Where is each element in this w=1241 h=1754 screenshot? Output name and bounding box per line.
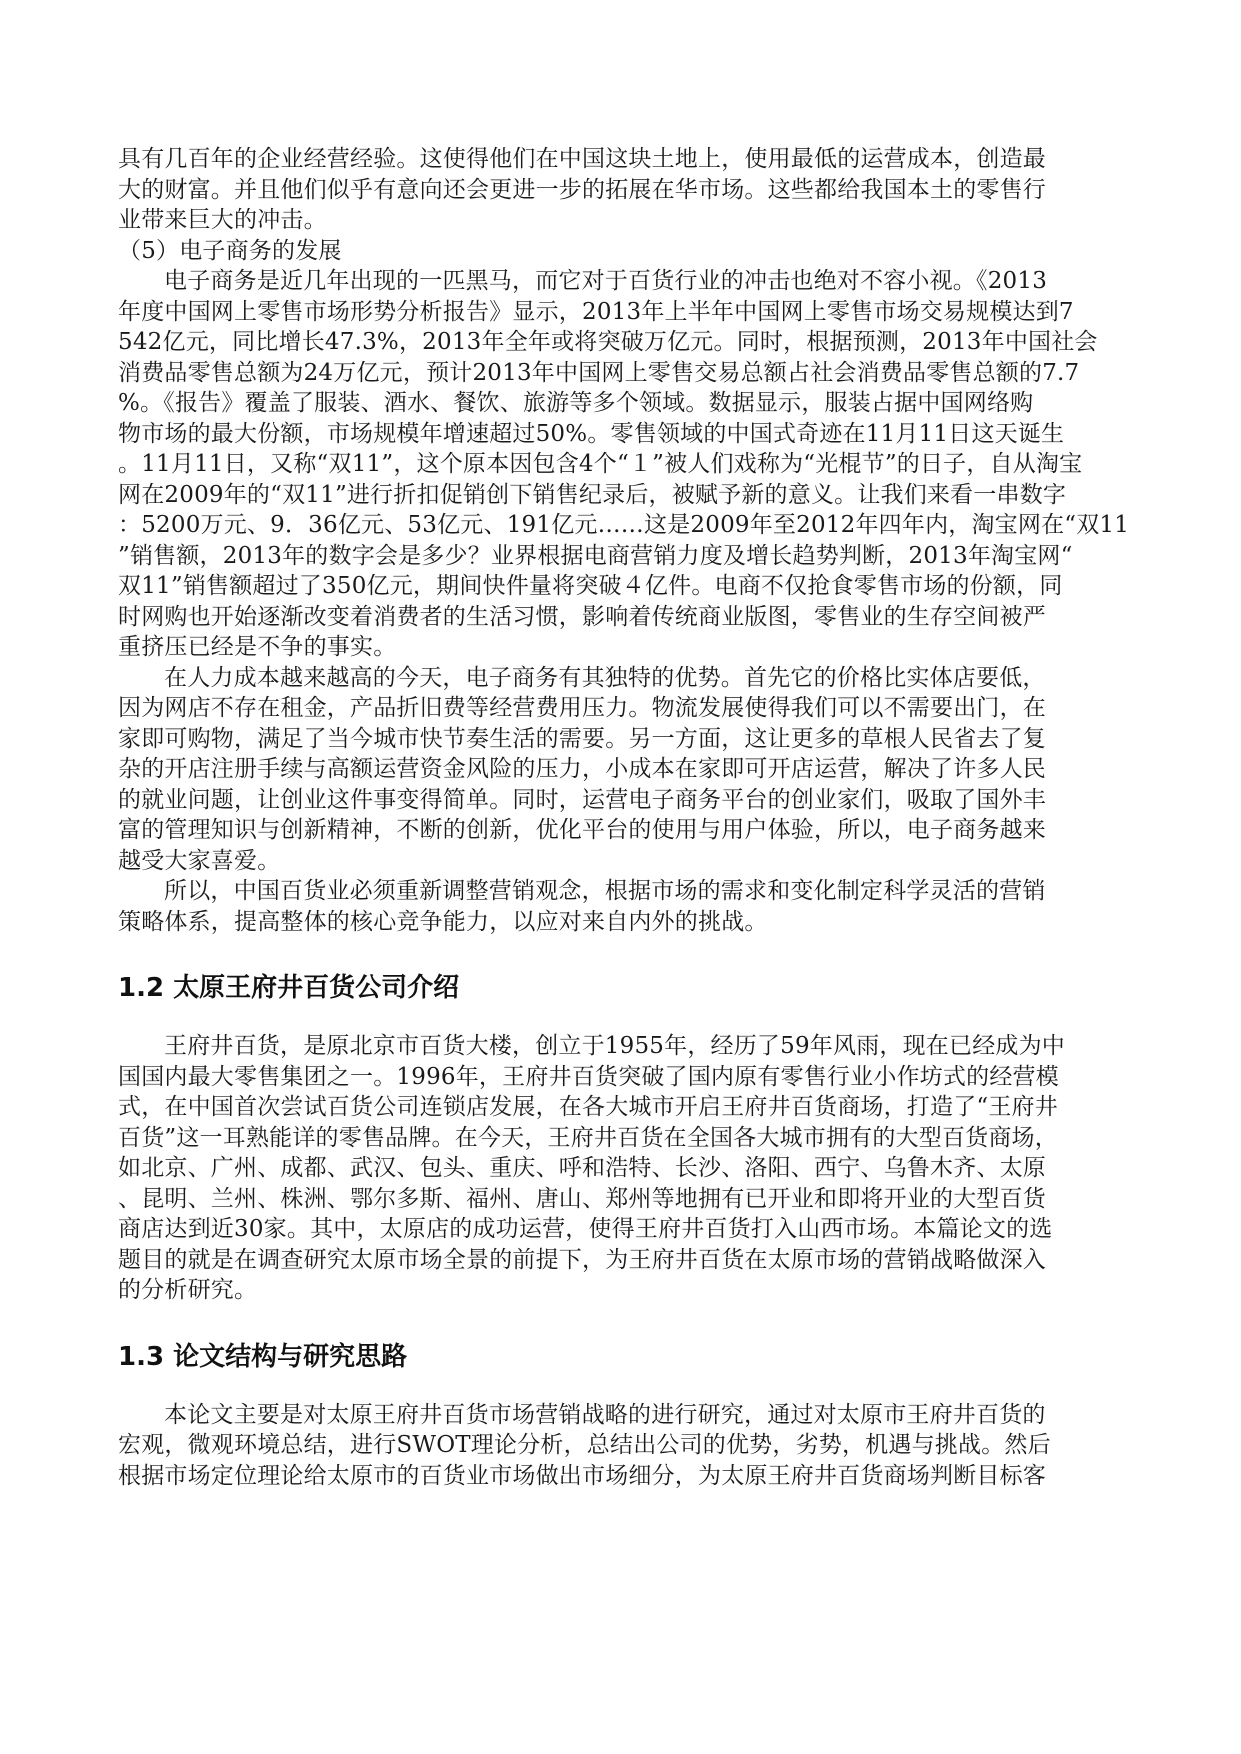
- text-line: 大的财富。并且他们似乎有意向还会更进一步的拓展在华市场。这些都给我国本土的零售行: [118, 176, 1046, 203]
- text-line: 题目的就是在调查研究太原市场全景的前提下，为王府井百货在太原市场的营销战略做深入: [118, 1246, 1046, 1273]
- text-line: 策略体系，提高整体的核心竞争能力，以应对来自内外的挑战。: [118, 908, 768, 935]
- text-line: 。11月11日，又称“双11”，这个原本因包含4个“１”被人们戏称为“光棍节”的日子，自从淘宝: [118, 451, 1083, 477]
- text-line: 富的管理知识与创新精神，不断的创新，优化平台的使用与用户体验，所以，电子商务越来: [118, 817, 1046, 843]
- section-heading-1-2: 1.2 太原王府井百货公司介绍: [118, 973, 460, 1003]
- text-line: 双11”销售额超过了350亿元，期间快件量将突破４亿件。电商不仅抢食零售市场的份额，同: [118, 573, 1063, 599]
- paragraph-continuation: [118, 144, 1120, 236]
- text-line: 杂的开店注册手续与高额运营资金风险的压力，小成本在家即可开店运营，解决了许多人民: [118, 756, 1046, 782]
- text-line: 越受大家喜爱。: [118, 847, 281, 874]
- text-line: 百货”这一耳熟能详的零售品牌。在今天，王府井百货在全国各大城市拥有的大型百货商场，: [118, 1124, 1058, 1151]
- text-line: 的分析研究。: [118, 1277, 258, 1303]
- text-line: 重挤压已经是不争的事实。: [118, 634, 397, 660]
- text-line: 在人力成本越来越高的今天，电子商务有其独特的优势。首先它的价格比实体店要低，: [164, 664, 1046, 691]
- text-line: 物市场的最大份额，市场规模年增速超过50%。零售领域的中国式奇迹在11月11日这天诞生: [118, 420, 1065, 447]
- text-line: 因为网店不存在租金，产品折旧费等经营费用压力。物流发展使得我们可以不需要出门，在: [118, 695, 1046, 721]
- text-line: 商店达到近30家。其中，太原店的成功运营，使得王府井百货打入山西市场。本篇论文的选: [118, 1216, 1053, 1242]
- text-line: 542亿元，同比增长47.3%，2013年全年或将突破万亿元。同时，根据预测，2013年中国社会: [118, 329, 1098, 355]
- text-line: 国国内最大零售集团之一。1996年，王府井百货突破了国内原有零售行业小作坊式的经营模: [118, 1063, 1059, 1090]
- text-line: 、昆明、兰州、株洲、鄂尔多斯、福州、唐山、郑州等地拥有已开业和即将开业的大型百货: [118, 1185, 1046, 1212]
- text-line: 网在2009年的“双11”进行折扣促销创下销售纪录后，被赋予新的意义。让我们来看一串数字: [118, 481, 1067, 508]
- paragraph-thesis-structure: [118, 1400, 1120, 1492]
- text-line: 的就业问题，让创业这件事变得简单。同时，运营电子商务平台的创业家们，吸取了国外丰: [118, 786, 1046, 813]
- text-line: 时网购也开始逐渐改变着消费者的生活习惯，影响着传统商业版图，零售业的生存空间被严: [118, 603, 1046, 630]
- text-line: ：5200万元、9．36亿元、53亿元、191亿元……这是2009年至2012年四年内，淘宝网在“双11: [118, 512, 1130, 538]
- paragraph-ecommerce-advantages: [118, 663, 1120, 877]
- section-heading-1-3: 1.3 论文结构与研究思路: [118, 1341, 408, 1372]
- text-line: 宏观，微观环境总结，进行SWOT理论分析，总结出公司的优势，劣势，机遇与挑战。然后: [118, 1432, 1051, 1458]
- text-line: ”销售额，2013年的数字会是多少？业界根据电商营销力度及增长趋势判断，2013年淘宝网“: [118, 542, 1073, 569]
- text-line: 根据市场定位理论给太原市的百货业市场做出市场细分，为太原王府井百货商场判断目标客: [118, 1462, 1046, 1489]
- text-line: 具有几百年的企业经营经验。这使得他们在中国这块土地上，使用最低的运营成本，创造最: [118, 146, 1046, 172]
- text-line: 本论文主要是对太原王府井百货市场营销战略的进行研究，通过对太原市王府井百货的: [164, 1401, 1046, 1428]
- paragraph-company-intro: [118, 1031, 1120, 1306]
- subheading-ecommerce: [118, 236, 1120, 267]
- text-line: 电子商务是近几年出现的一匹黑马，而它对于百货行业的冲击也绝对不容小视。《2013: [164, 268, 1048, 294]
- text-line: 年度中国网上零售市场形势分析报告》显示，2013年上半年中国网上零售市场交易规模达到7: [118, 298, 1074, 325]
- paragraph-ecommerce-growth: [118, 266, 1130, 663]
- subheading-text: （5）电子商务的发展: [118, 237, 342, 264]
- text-line: 所以，中国百货业必须重新调整营销观念，根据市场的需求和变化制定科学灵活的营销: [164, 878, 1046, 904]
- text-line: 业带来巨大的冲击。: [118, 207, 327, 233]
- text-line: 如北京、广州、成都、武汉、包头、重庆、呼和浩特、长沙、洛阳、西宁、乌鲁木齐、太原: [118, 1155, 1046, 1181]
- text-line: 式，在中国首次尝试百货公司连锁店发展，在各大城市开启王府井百货商场，打造了“王府井: [118, 1094, 1058, 1120]
- text-line: 家即可购物，满足了当今城市快节奏生活的需要。另一方面，这让更多的草根人民省去了复: [118, 725, 1046, 752]
- text-line: 王府井百货，是原北京市百货大楼，创立于1955年，经历了59年风雨，现在已经成为中: [164, 1033, 1065, 1059]
- paragraph-conclusion: [118, 876, 1120, 937]
- text-line: %。《报告》覆盖了服装、酒水、餐饮、旅游等多个领域。数据显示，服装占据中国网络购: [118, 390, 1034, 416]
- document-page: [118, 144, 1130, 1491]
- text-line: 消费品零售总额为24万亿元，预计2013年中国网上零售交易总额占社会消费品零售总额的7.7: [118, 359, 1080, 386]
